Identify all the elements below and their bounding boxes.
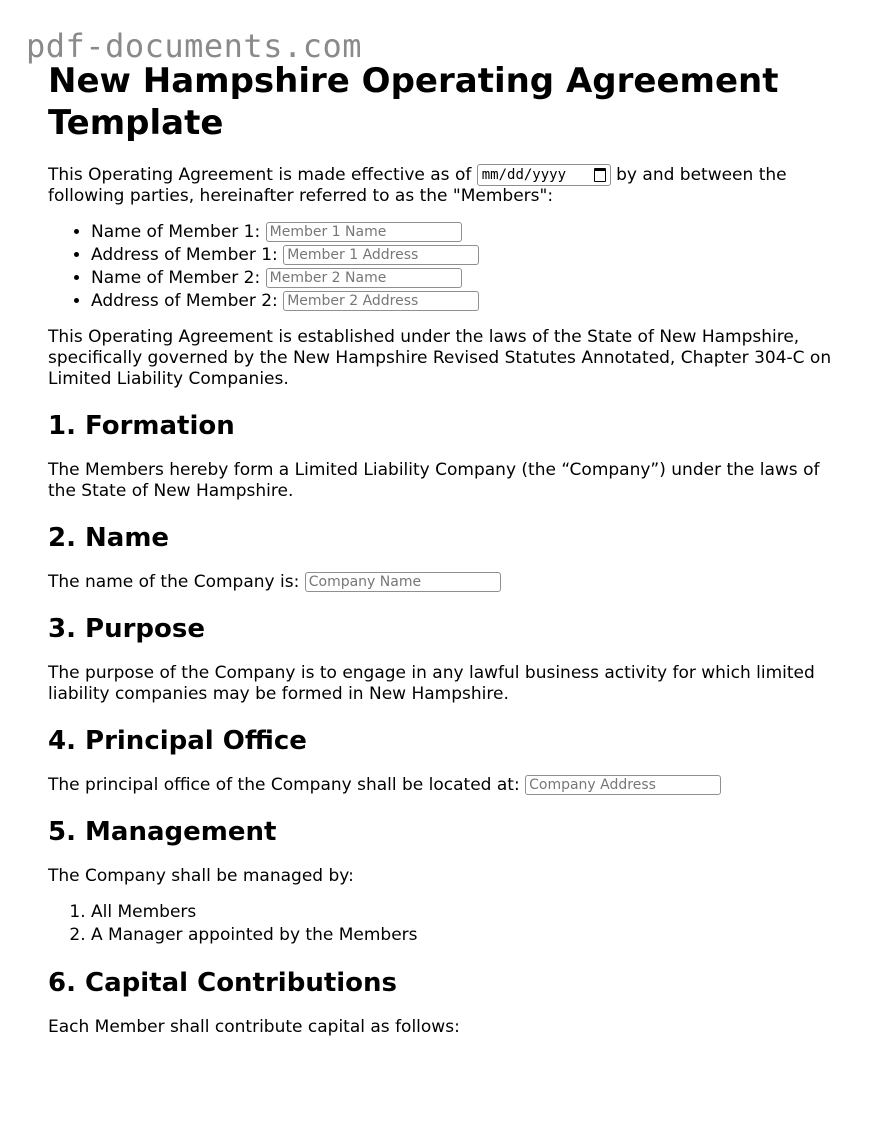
management-text: The Company shall be managed by: [48,866,354,886]
document-body [48,60,838,1052]
calendar-icon[interactable] [594,168,606,182]
list-item: 2. A Manager appointed by the Members [91,924,838,947]
list-item [91,244,838,267]
member-1-name-label: Name of Member 1: [91,222,261,242]
member-2-address-label: Address of Member 2: [91,291,278,311]
member-1-name-input[interactable] [266,222,462,242]
capital-contributions-heading: 6. Capital Contributions [48,968,398,998]
member-2-name-label: Name of Member 2: [91,268,261,288]
page-title: New Hampshire Operating Agreement Template [48,61,779,143]
purpose-heading: 3. Purpose [48,614,205,644]
intro-after-date: by and between the following parties, hereinafter referred to as the "Members": [48,165,787,206]
name-paragraph [48,572,838,593]
list-item [91,290,838,313]
formation-heading: 1. Formation [48,411,235,441]
list-item [91,267,838,290]
principal-office-paragraph [48,775,838,796]
purpose-text: The purpose of the Company is to engage in any lawful business activity for which limited liability companies may be formed in New Hampshire. [48,663,815,704]
formation-text: The Members hereby form a Limited Liability Company (the “Company”) under the laws of the State of New Hampshire. [48,460,820,501]
effective-date-input[interactable] [477,164,611,186]
intro-before-date: This Operating Agreement is made effective as of [48,165,472,185]
list-item: 1. All Members [91,901,838,924]
watermark: pdf-documents.com [26,27,363,65]
member-1-address-input[interactable] [283,245,479,265]
company-address-label: The principal office of the Company shall be located at: [48,775,520,795]
company-name-input[interactable] [305,572,501,592]
date-placeholder: mm/dd/yyyy [481,166,567,183]
capital-contributions-text: Each Member shall contribute capital as follows: [48,1017,460,1037]
intro-paragraph [48,164,838,207]
member-2-name-input[interactable] [266,268,462,288]
members-list [48,221,838,313]
management-options-list [48,901,838,947]
name-heading: 2. Name [48,523,170,553]
company-name-label: The name of the Company is: [48,572,300,592]
principal-office-heading: 4. Principal Office [48,726,307,756]
member-2-address-input[interactable] [283,291,479,311]
company-address-input[interactable] [525,775,721,795]
management-heading: 5. Management [48,817,277,847]
member-1-address-label: Address of Member 1: [91,245,278,265]
governing-law-paragraph: This Operating Agreement is established under the laws of the State of New Hampshire, specifically governed by the New Hampshire Revised Statutes Annotated, Chapter 304-C on Limited Liability Companies. [48,327,832,389]
list-item [91,221,838,244]
